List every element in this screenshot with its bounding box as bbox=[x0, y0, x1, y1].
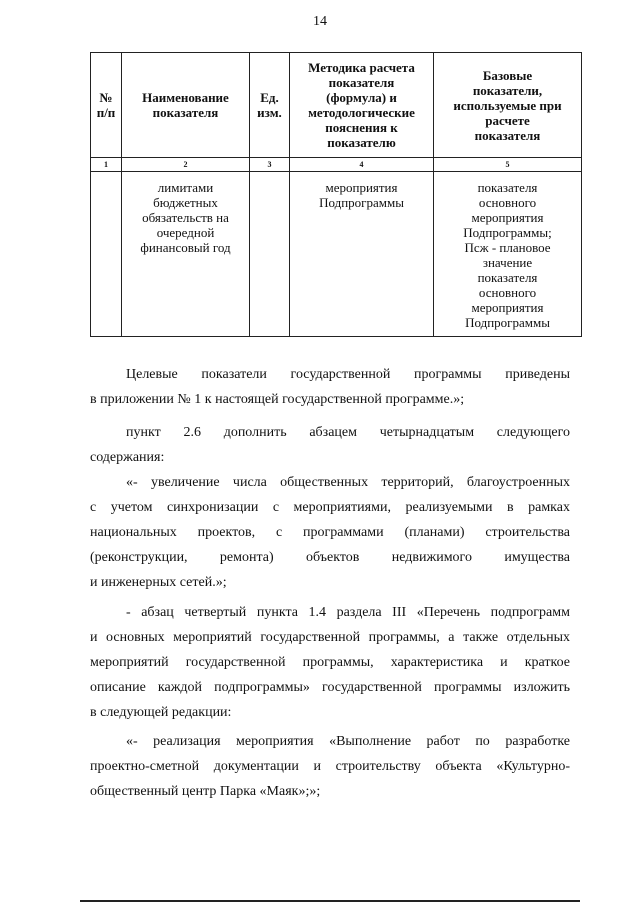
cell-indicator-name bbox=[122, 172, 250, 337]
cell-line: основного bbox=[478, 195, 537, 210]
bottom-rule bbox=[80, 900, 580, 902]
header-number bbox=[91, 53, 122, 158]
header-base-indicators bbox=[434, 53, 582, 158]
text-line: «- реализация мероприятия «Выполнение работ по разработке bbox=[126, 734, 570, 749]
cell-line: основного bbox=[478, 285, 537, 300]
paragraph-public-territories bbox=[90, 470, 570, 595]
cell-line: мероприятия bbox=[471, 300, 544, 315]
text-line: с учетом синхронизации с мероприятиями, реализуемыми в рамках bbox=[90, 500, 570, 515]
paragraph-target-indicators bbox=[90, 362, 570, 412]
table-row bbox=[91, 172, 582, 337]
text-line: Целевые показатели государственной программы приведены bbox=[126, 367, 570, 382]
cell-line: Подпрограммы bbox=[465, 315, 550, 330]
header-line: Наименование bbox=[142, 90, 229, 105]
cell-unit bbox=[250, 172, 290, 337]
text-line: содержания: bbox=[90, 450, 165, 465]
text-line: в следующей редакции: bbox=[90, 705, 232, 720]
indicators-table bbox=[90, 52, 582, 337]
cell-line: бюджетных bbox=[153, 195, 218, 210]
header-calculation-method bbox=[290, 53, 434, 158]
text-line: описание каждой подпрограммы» государственной программы изложить bbox=[90, 680, 570, 695]
text-line: и основных мероприятий государственной программы, а также отдельных bbox=[90, 630, 570, 645]
header-line: изм. bbox=[257, 105, 282, 120]
cell-line: мероприятия bbox=[471, 210, 544, 225]
column-number: 3 bbox=[250, 158, 290, 172]
text-line: «- увеличение числа общественных территорий, благоустроенных bbox=[126, 475, 570, 490]
header-line: Ед. bbox=[260, 90, 279, 105]
header-line: п/п bbox=[96, 105, 116, 120]
cell-line: Подпрограммы; bbox=[463, 225, 552, 240]
text-line: мероприятий государственной программы, характеристика и краткое bbox=[90, 655, 570, 670]
cell-line: показателя bbox=[477, 180, 538, 195]
page-number: 14 bbox=[313, 14, 327, 29]
header-line: (формула) и bbox=[326, 90, 397, 105]
header-line: используемые при bbox=[453, 97, 562, 113]
paragraph-clause-2-6 bbox=[90, 420, 570, 470]
cell-line: лимитами bbox=[157, 180, 214, 195]
paragraph-section-iii bbox=[90, 600, 570, 725]
cell-line: Псж - плановое bbox=[464, 240, 551, 255]
cell-line: показателя bbox=[477, 270, 538, 285]
column-number: 5 bbox=[434, 158, 582, 172]
header-indicator-name bbox=[122, 53, 250, 158]
text-line: национальных проектов, с программами (планами) строительства bbox=[90, 525, 570, 540]
text-line: пункт 2.6 дополнить абзацем четырнадцатым следующего bbox=[126, 425, 570, 440]
header-line: показателя bbox=[152, 105, 219, 120]
cell-number bbox=[91, 172, 122, 337]
text-line: (реконструкции, ремонта) объектов недвижимого имущества bbox=[90, 550, 570, 565]
text-line: и инженерных сетей.»; bbox=[90, 575, 227, 590]
cell-calculation-method bbox=[290, 172, 434, 337]
cell-line: обязательств на bbox=[142, 210, 229, 225]
header-line: показателя bbox=[474, 127, 541, 143]
text-line: в приложении № 1 к настоящей государственной программе.»; bbox=[90, 392, 465, 407]
cell-line: Подпрограммы bbox=[319, 195, 404, 210]
header-line: показатели, bbox=[472, 82, 543, 98]
header-line: пояснения к bbox=[325, 120, 398, 135]
header-line: № bbox=[99, 90, 113, 105]
cell-line: значение bbox=[482, 255, 533, 270]
header-line: Методика расчета bbox=[308, 60, 415, 75]
cell-line: очередной bbox=[156, 225, 215, 240]
cell-line: мероприятия bbox=[325, 180, 398, 195]
table-header-row bbox=[91, 53, 582, 158]
column-number: 1 bbox=[91, 158, 122, 172]
header-line: показателю bbox=[327, 135, 396, 150]
header-unit bbox=[250, 53, 290, 158]
column-number: 4 bbox=[290, 158, 434, 172]
cell-base-indicators bbox=[434, 172, 582, 337]
table-column-numbers-row bbox=[91, 158, 582, 172]
text-line: - абзац четвертый пункта 1.4 раздела III «Перечень подпрограмм bbox=[126, 605, 570, 620]
text-line: проектно-сметной документации и строительству объекта «Культурно- bbox=[90, 759, 570, 774]
header-line: расчете bbox=[485, 112, 530, 128]
cell-line: финансовый год bbox=[140, 240, 231, 255]
header-line: показателя bbox=[328, 75, 395, 90]
header-line: Базовые bbox=[482, 67, 533, 83]
paragraph-mayak-project bbox=[90, 729, 570, 804]
text-line: общественный центр Парка «Маяк»;»; bbox=[90, 784, 321, 799]
header-line: методологические bbox=[308, 105, 415, 120]
column-number: 2 bbox=[122, 158, 250, 172]
